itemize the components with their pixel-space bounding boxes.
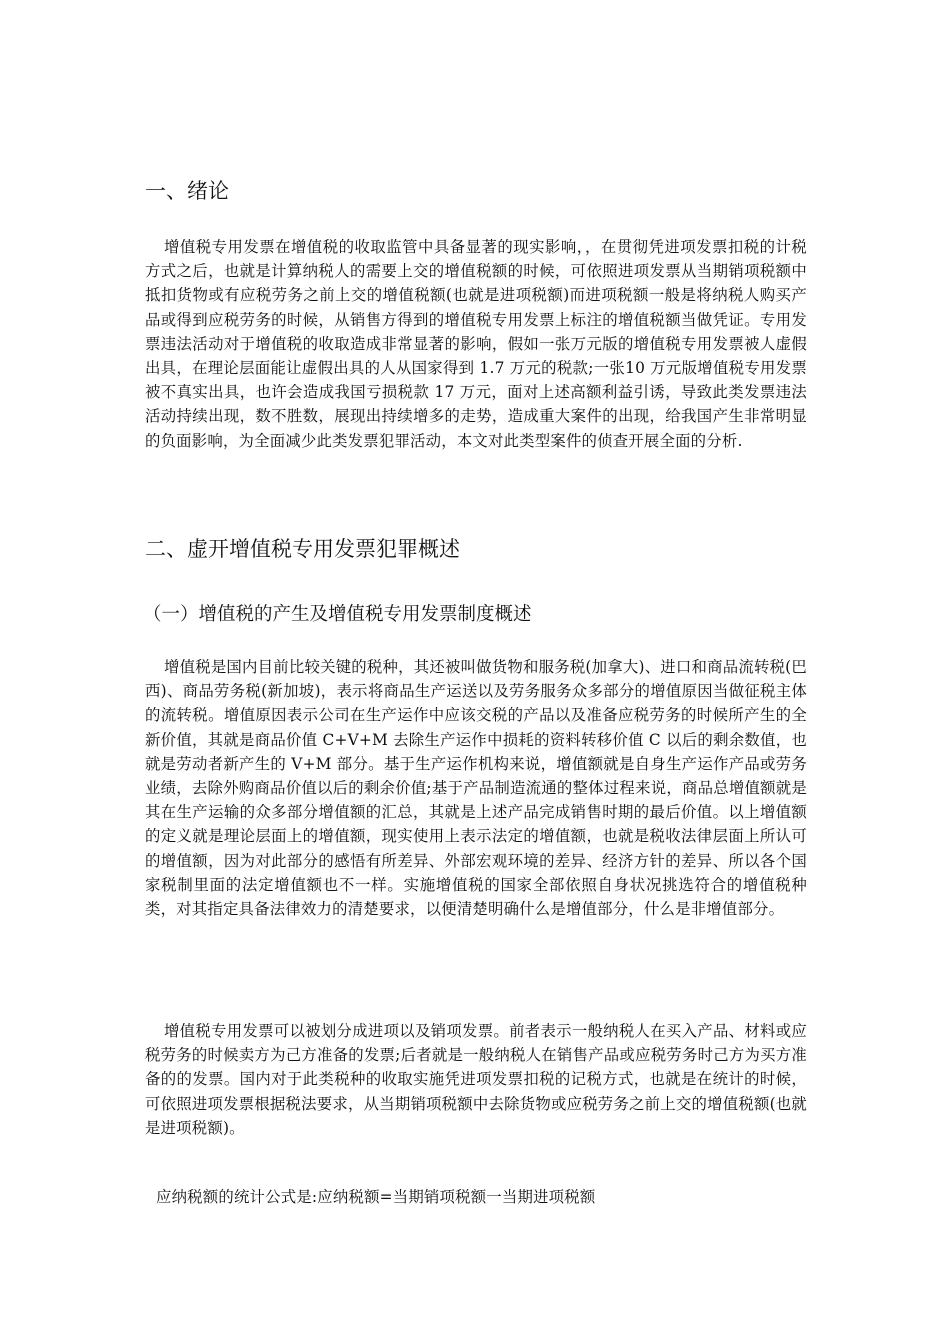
section-heading-overview: 二、虚开增值税专用发票犯罪概述 (145, 537, 460, 561)
section-heading-introduction: 一、绪论 (145, 179, 229, 203)
vat-definition-paragraph: 增值税是国内目前比较关键的税种，其还被叫做货物和服务税(加拿大)、进口和商品流转税(巴西)、商品劳务税(新加坡)，表示将商品生产运送以及劳务服务众多部分的增值原因当做征税主体的流转税。增值原因表示公司在生产运作中应该交税的产品以及准备应税劳务的时候所产生的全新价值，其就是商品价值 C+V+M 去除生产运作中损耗的资料转移价值 C 以后的剩余数值，也就是劳动者新产生的 V+M 部分。基于生产运作机构来说，增值额就是自身生产运作产品或劳务业绩，去除外购商品价值以后的剩余价值;基于产品制造流通的整体过程来说，商品总增值额就是其在生产运输的众多部分增值额的汇总，其就是上述产品完成销售时期的最后价值。以上增值额的定义就是理论层面上的增值额，现实使用上表示法定的增值额，也就是税收法律层面上所认可的增值额，因为对此部分的感悟有所差异、外部宏观环境的差异、经济方针的差异、所以各个国家税制里面的法定增值额也不一样。实施增值税的国家全部依照自身状况挑选符合的增值税种类，对其指定具备法律效力的清楚要求，以便清楚明确什么是增值部分，什么是非增值部分。 (145, 658, 807, 919)
vat-invoice-types-paragraph: 增值税专用发票可以被划分成进项以及销项发票。前者表示一般纳税人在买入产品、材料或应税劳务的时候卖方为己方准备的发票;后者就是一般纳税人在销售产品或应税劳务时己方为买方准备的的发票。国内对于此类税种的收取实施凭进项发票扣税的记税方式，也就是在统计的时候，可依照进项发票根据税法要求，从当期销项税额中去除货物或应税劳务之前上交的增值税额(也就是进项税额)。 (145, 1022, 807, 1137)
subsection-heading-vat-origin: （一）增值税的产生及增值税专用发票制度概述 (143, 604, 532, 625)
intro-paragraph: 增值税专用发票在增值税的收取监管中具备显著的现实影响，，在贯彻凭进项发票扣税的计税方式之后，也就是计算纳税人的需要上交的增值税额的时候，可依照进项发票从当期销项税额中抵扣货物或有应税劳务之前上交的增值税额(也就是进项税额)而进项税额一般是将纳税人购买产品或得到应税劳务的时候，从销售方得到的增值税专用发票上标注的增值税额当做凭证。专用发票违法活动对于增值税的收取造成非常显著的影响，假如一张万元版的增值税专用发票被人虚假出具，在理论层面能让虚假出具的人从国家得到 1.7 万元的税款;一张10 万元版增值税专用发票被不真实出具，也许会造成我国亏损税款 17 万元，面对上述高额利益引诱，导致此类发票违法活动持续出现，数不胜数，展现出持续增多的走势，造成重大案件的出现，给我国产生非常明显的负面影响，为全面减少此类发票犯罪活动，本文对此类型案件的侦查开展全面的分析. (145, 238, 807, 450)
tax-formula-line: 应纳税额的统计公式是:应纳税额=当期销项税额一当期进项税额 (156, 1188, 596, 1206)
